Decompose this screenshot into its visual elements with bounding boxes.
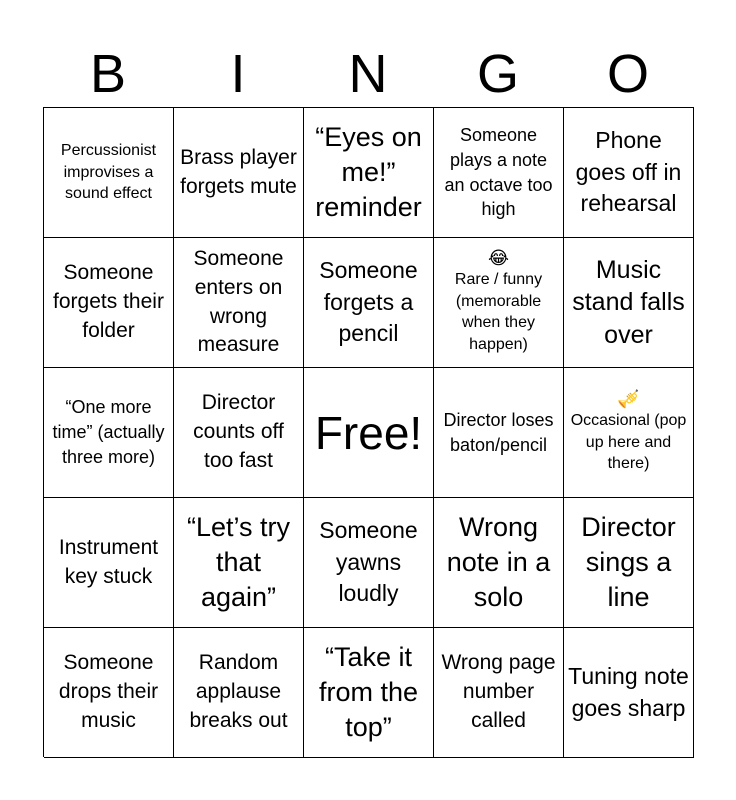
header-letter-b: B <box>89 44 127 104</box>
cell-label: Instrument key stuck <box>58 535 159 588</box>
bingo-card-grid <box>43 107 694 757</box>
bingo-cell[interactable] <box>304 238 434 368</box>
bingo-cell[interactable] <box>174 238 304 368</box>
cell-label: Someone forgets their folder <box>53 261 164 342</box>
bingo-cell[interactable] <box>44 628 174 758</box>
cell-label: Director sings a line <box>581 511 676 613</box>
bingo-cell[interactable] <box>434 368 564 498</box>
bingo-cell[interactable] <box>44 238 174 368</box>
trumpet-icon: 🎺 <box>617 389 640 411</box>
header-letter-i: I <box>230 44 246 104</box>
cell-label: Occasional (pop up here and there) <box>570 412 687 473</box>
bingo-cell[interactable] <box>564 498 694 628</box>
bingo-cell[interactable] <box>564 368 694 498</box>
bingo-cell[interactable] <box>174 498 304 628</box>
header-letter-n: N <box>348 44 388 104</box>
bingo-cell[interactable] <box>44 368 174 498</box>
cell-label: Someone yawns loudly <box>319 516 418 607</box>
header-letter-o: O <box>606 44 649 104</box>
bingo-cell[interactable] <box>174 628 304 758</box>
cell-label: Percussionist improvises a sound effect <box>60 142 157 203</box>
free-space-label: Free! <box>314 406 423 459</box>
bingo-cell[interactable] <box>44 108 174 238</box>
bingo-cell[interactable] <box>304 498 434 628</box>
cell-label: Brass player forgets mute <box>180 145 297 198</box>
bingo-cell[interactable] <box>564 238 694 368</box>
bingo-cell[interactable] <box>434 628 564 758</box>
laughing-face-icon: 😂 <box>487 248 510 270</box>
cell-label: “Eyes on me!” reminder <box>315 121 422 223</box>
bingo-cell[interactable] <box>174 368 304 498</box>
cell-label: Director counts off too fast <box>193 391 284 472</box>
bingo-cell[interactable] <box>44 498 174 628</box>
cell-label: Phone goes off in rehearsal <box>575 126 682 217</box>
bingo-cell[interactable] <box>304 108 434 238</box>
bingo-cell[interactable] <box>434 108 564 238</box>
bingo-cell[interactable] <box>564 108 694 238</box>
bingo-cell[interactable] <box>174 108 304 238</box>
bingo-cell[interactable] <box>434 238 564 368</box>
header-letter-g: G <box>476 44 519 104</box>
bingo-cell[interactable] <box>304 628 434 758</box>
cell-label: Music stand falls over <box>572 255 685 349</box>
cell-label: Random applause breaks out <box>189 651 288 732</box>
cell-label: Someone enters on wrong measure <box>193 246 284 357</box>
cell-label: Someone drops their music <box>58 651 159 732</box>
cell-label: “One more time” (actually three more) <box>52 397 165 467</box>
cell-label: Wrong note in a solo <box>446 511 551 613</box>
bingo-header <box>43 40 693 108</box>
cell-label: Someone forgets a pencil <box>319 256 418 347</box>
free-space-cell[interactable] <box>304 368 434 498</box>
bingo-cell[interactable] <box>434 498 564 628</box>
cell-label: Tuning note goes sharp <box>568 662 689 721</box>
bingo-cell[interactable] <box>564 628 694 758</box>
cell-label: “Take it from the top” <box>318 641 419 743</box>
cell-label: Director loses baton/pencil <box>443 409 554 455</box>
cell-label: “Let’s try that again” <box>186 511 291 613</box>
cell-label: Wrong page number called <box>441 651 556 732</box>
cell-label: Someone plays a note an octave too high <box>444 124 553 220</box>
cell-label: Rare / funny (memorable when they happen) <box>454 271 543 353</box>
